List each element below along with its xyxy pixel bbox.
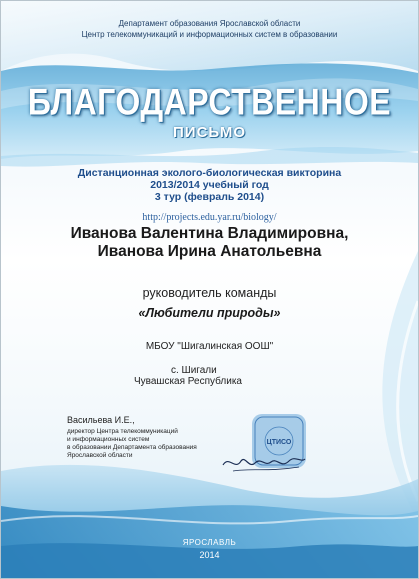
signer-position: [67, 428, 217, 460]
quiz-year: 2013/2014 учебный год: [150, 179, 269, 191]
village-name: с. Шигали: [171, 365, 217, 376]
recipient-role: руководитель команды: [142, 286, 277, 300]
recipient-name-2: Иванова Ирина Анатольевна: [97, 243, 322, 260]
team-name: «Любители природы»: [138, 306, 281, 320]
stamp-text: ЦТИСО: [266, 439, 292, 446]
footer-city: ЯРОСЛАВЛЬ: [182, 538, 237, 547]
quiz-round: 3 тур (февраль 2014): [154, 191, 265, 203]
department-line-1: Департамент образования Ярославской области: [118, 19, 301, 28]
signer-position-line: директор Центра телекоммуникаций: [67, 428, 178, 435]
signer-position-line: в образовании Департамента образования: [67, 444, 197, 451]
school-name: МБОУ "Шигалинская ООШ": [145, 341, 274, 352]
quiz-name: Дистанционная эколого-биологическая викторина: [77, 167, 342, 179]
signer-name: Васильева И.Е.,: [67, 415, 135, 425]
project-url: http://projects.edu.yar.ru/biology/: [142, 212, 277, 223]
signer-position-line: Ярославской области: [67, 452, 133, 459]
recipient-name-1: Иванова Валентина Владимировна,: [70, 225, 349, 242]
department-line-2: Центр телекоммуникаций и информационных систем в образовании: [81, 30, 338, 39]
republic-name: Чувашская Республика: [134, 376, 242, 387]
footer-year: 2014: [199, 550, 220, 560]
certificate-title: БЛАГОДАРСТВЕННОЕ: [27, 81, 392, 123]
certificate-subtitle: ПИСЬМО: [173, 124, 246, 141]
signer-position-line: и информационных систем: [67, 436, 150, 443]
signature: [219, 441, 309, 481]
